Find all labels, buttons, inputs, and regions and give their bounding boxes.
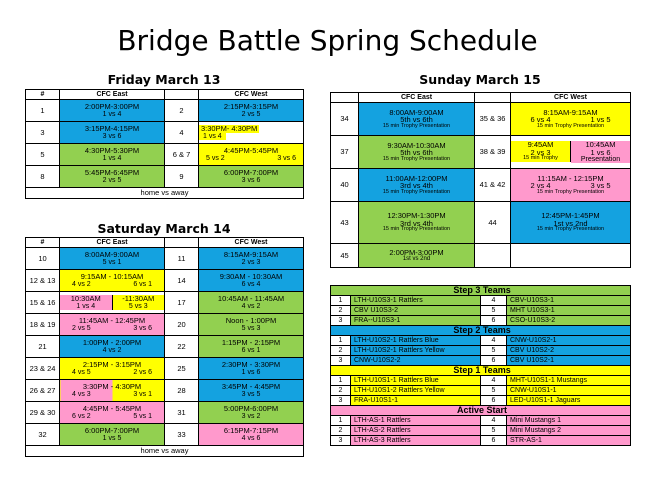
game-number: 28: [165, 380, 199, 402]
game-matchup: 4 vs 6: [241, 434, 261, 442]
game-time: 12:45PM-1:45PM: [541, 211, 600, 221]
game-time: 11:15AM - 12:15PM: [537, 173, 604, 183]
game-number: 33: [165, 424, 199, 446]
team-number: 6: [481, 396, 507, 406]
game-time: 9:30AM - 10:30AM: [219, 272, 283, 282]
game-number: 43: [331, 202, 359, 244]
trophy-presentation: Presentation: [580, 156, 621, 163]
team-name: LTH-U10S3-1 Rattlers: [351, 296, 481, 306]
game-matchup: 1 vs 5: [590, 115, 611, 125]
game-number: 41 & 42: [475, 169, 511, 202]
game-matchup: 3rd vs 4th: [400, 181, 433, 191]
team-name: MHT U10S3-1: [507, 306, 631, 316]
game-time: 2:15PM-3:15PM: [223, 102, 279, 112]
team-row: [331, 416, 631, 426]
team-name: Mini Mustangs 2: [507, 426, 631, 436]
game-number: 18 & 19: [26, 314, 60, 336]
team-row: [331, 426, 631, 436]
game-matchup: 2 vs 5: [102, 176, 122, 184]
game-time: Noon - 1:00PM: [225, 316, 277, 326]
game-matchup: 1 vs 6: [590, 147, 611, 157]
team-number: 5: [481, 346, 507, 356]
game-matchup: 6 vs 2: [72, 412, 91, 420]
game-number: 44: [475, 202, 511, 244]
team-name: CBV U10S3-2: [351, 306, 481, 316]
game-number: 4: [165, 122, 199, 144]
team-name: CSO-U10S3-2: [507, 316, 631, 326]
home-away-note: home vs away: [26, 446, 304, 457]
game-matchup: 3rd vs 4th: [400, 218, 433, 228]
teams-table: [330, 285, 631, 446]
game-time: 6:00PM-7:00PM: [84, 426, 140, 436]
team-row: [331, 396, 631, 406]
game-number: 20: [165, 314, 199, 336]
game-matchup: 4 vs 5: [72, 368, 91, 376]
game-time: 8:15AM-9:15AM: [543, 107, 598, 117]
game-number: 29 & 30: [26, 402, 60, 424]
game-matchup: 1 vs 4: [102, 154, 122, 162]
team-section-title: Active Start: [331, 406, 631, 416]
game-time: 9:45AM: [527, 140, 554, 149]
game-matchup: 1 vs 4: [102, 110, 122, 118]
col-west: CFC West: [199, 238, 304, 248]
team-row: [331, 356, 631, 366]
game-matchup: 2 vs 4: [530, 181, 551, 191]
game-time: 4:45PM-5:45PM: [223, 146, 279, 156]
team-name: STR-AS-1: [507, 436, 631, 446]
team-row: [331, 336, 631, 346]
game-matchup: 5 vs 1: [133, 412, 152, 420]
team-name: CNW-U10S2-1: [507, 336, 631, 346]
team-number: 6: [481, 316, 507, 326]
team-number: 2: [331, 306, 351, 316]
trophy-presentation: 15 min Trophy Presentation: [382, 188, 451, 195]
team-number: 6: [481, 436, 507, 446]
game-matchup: 1 vs 6: [241, 368, 261, 376]
game-time: 4:30PM-5:30PM: [84, 146, 140, 156]
team-name: LTH-U10S1-2 Rattlers Yellow: [351, 386, 481, 396]
game-matchup: 5 vs 3: [241, 324, 261, 332]
game-time: 4:45PM - 5:45PM: [82, 404, 142, 414]
col-west: CFC West: [199, 90, 304, 100]
col-east: CFC East: [60, 90, 165, 100]
game-number: 15 & 16: [26, 292, 60, 314]
game-number: 5: [26, 144, 60, 166]
game-number: 17: [165, 292, 199, 314]
team-name: CBV U10S2-1: [507, 356, 631, 366]
team-row: [331, 376, 631, 386]
team-number: 4: [481, 296, 507, 306]
team-name: Mini Mustangs 1: [507, 416, 631, 426]
game-matchup: 2 vs 5: [241, 110, 261, 118]
game-matchup: 3 vs 2: [241, 412, 261, 420]
col-west: CFC West: [511, 93, 631, 103]
game-matchup: 4 vs 2: [72, 280, 91, 288]
team-number: 2: [331, 346, 351, 356]
team-number: 1: [331, 336, 351, 346]
game-matchup: 6 vs 4: [241, 280, 261, 288]
game-matchup: 3 vs 6: [102, 132, 122, 140]
team-row: [331, 306, 631, 316]
team-number: 4: [481, 416, 507, 426]
team-number: 5: [481, 386, 507, 396]
game-number: 3: [26, 122, 60, 144]
game-number: 14: [165, 270, 199, 292]
game-time: 9:30AM-10:30AM: [387, 140, 446, 150]
game-time: 10:45AM - 11:45AM: [217, 294, 285, 304]
trophy-presentation: 15 min Trophy: [523, 155, 558, 161]
team-row: [331, 346, 631, 356]
game-time: 11:45AM - 12:45PM: [78, 316, 146, 326]
team-name: LTH-U10S1-1 Rattlers Blue: [351, 376, 481, 386]
team-number: 3: [331, 436, 351, 446]
game-number: 35 & 36: [475, 103, 511, 136]
game-number: 10: [26, 248, 60, 270]
home-away-note: home vs away: [26, 188, 304, 199]
game-matchup: 5th vs 6th: [400, 115, 433, 125]
team-number: 6: [481, 356, 507, 366]
team-number: 2: [331, 426, 351, 436]
team-number: 1: [331, 376, 351, 386]
game-number: 8: [26, 166, 60, 188]
col-east: CFC East: [60, 238, 165, 248]
team-number: 1: [331, 296, 351, 306]
game-time: 2:30PM - 3:30PM: [221, 360, 281, 370]
team-number: 2: [331, 386, 351, 396]
game-number: 6 & 7: [165, 144, 199, 166]
trophy-presentation: 15 min Trophy Presentation: [382, 122, 451, 129]
game-time: 9:15AM - 10:15AM: [80, 272, 144, 282]
col-hash: #: [26, 90, 60, 100]
game-time: 8:15AM-9:15AM: [223, 250, 279, 260]
trophy-presentation: 15 min Trophy Presentation: [536, 122, 605, 129]
game-time: 3:15PM-4:15PM: [84, 124, 140, 134]
team-number: 4: [481, 336, 507, 346]
team-row: [331, 436, 631, 446]
game-time: 1:15PM - 2:15PM: [221, 338, 281, 348]
game-time: 6:00PM-7:00PM: [223, 168, 279, 178]
game-time: -11:30AM: [122, 294, 155, 304]
team-number: 3: [331, 396, 351, 406]
trophy-presentation: 15 min Trophy Presentation: [536, 226, 605, 233]
game-time: 2:00PM-3:00PM: [84, 102, 140, 112]
game-number: 2: [165, 100, 199, 122]
trophy-presentation: 15 min Trophy Presentation: [382, 155, 451, 162]
team-name: LTH-AS-1 Rattlers: [351, 416, 481, 426]
trophy-presentation: 15 min Trophy Presentation: [382, 226, 451, 233]
game-number: 22: [165, 336, 199, 358]
team-number: 5: [481, 426, 507, 436]
game-number: 11: [165, 248, 199, 270]
game-matchup: 3 vs 6: [241, 176, 261, 184]
game-matchup: 2 vs 6: [133, 368, 152, 376]
game-matchup: 2 vs 3: [530, 147, 551, 157]
team-name: LTH-U10S2-1 Rattlers Yellow: [351, 346, 481, 356]
page-title: Bridge Battle Spring Schedule: [117, 24, 538, 57]
team-name: CBV-U10S3-1: [507, 296, 631, 306]
game-time: 6:15PM-7:15PM: [223, 426, 279, 436]
game-matchup: 4 vs 2: [102, 346, 122, 354]
game-time: 3:45PM - 4:45PM: [221, 382, 281, 392]
team-name: LED-U10S1-1 Jaguars: [507, 396, 631, 406]
game-matchup: 1 vs 5: [102, 434, 122, 442]
team-number: 3: [331, 356, 351, 366]
game-time: 10:30AM: [70, 294, 101, 304]
game-time: 3:30PM- 4:30PM: [201, 124, 258, 134]
game-matchup: 3 vs 5: [241, 390, 261, 398]
team-section-title: Step 2 Teams: [331, 326, 631, 336]
game-number: 25: [165, 358, 199, 380]
team-name: LTH-AS-3 Rattlers: [351, 436, 481, 446]
team-name: LTH-AS-2 Rattlers: [351, 426, 481, 436]
game-number: 9: [165, 166, 199, 188]
team-row: [331, 386, 631, 396]
friday-table: [25, 89, 304, 199]
team-row: [331, 316, 631, 326]
game-number: 23 & 24: [26, 358, 60, 380]
game-number: 26 & 27: [26, 380, 60, 402]
game-number: 45: [331, 244, 359, 268]
game-matchup: 5 vs 3: [128, 302, 148, 310]
team-name: FRA--U10S3-1: [351, 316, 481, 326]
team-name: FRA-U10S1-1: [351, 396, 481, 406]
team-name: CNW-U10S2-2: [351, 356, 481, 366]
col-hash: #: [26, 238, 60, 248]
game-matchup: 1st vs 2nd: [553, 218, 588, 228]
team-number: 5: [481, 306, 507, 316]
friday-title: Friday March 13: [107, 72, 221, 87]
game-number: 34: [331, 103, 359, 136]
game-matchup: 3 vs 6: [133, 324, 152, 332]
game-matchup: 5th vs 6th: [400, 148, 433, 158]
game-time: 2:15PM - 3:15PM: [82, 360, 142, 370]
game-time: 8:00AM-9:00AM: [389, 107, 444, 117]
game-time: 5:00PM-6:00PM: [223, 404, 279, 414]
game-number: 32: [26, 424, 60, 446]
trophy-presentation: 15 min Trophy Presentation: [536, 188, 605, 195]
game-time: 1:00PM - 2:00PM: [82, 338, 142, 348]
sunday-table: [330, 92, 631, 268]
game-time: 12:30PM-1:30PM: [387, 211, 446, 221]
game-time: 11:00AM-12:00PM: [385, 173, 448, 183]
game-matchup: 1st vs 2nd: [402, 256, 431, 263]
game-number: 37: [331, 136, 359, 169]
game-time: 5:45PM-6:45PM: [84, 168, 140, 178]
sunday-title: Sunday March 15: [419, 72, 541, 87]
game-matchup: 6 vs 4: [530, 115, 551, 125]
team-name: LTH-U10S2-1 Rattlers Blue: [351, 336, 481, 346]
game-matchup: 5 vs 2: [206, 154, 225, 162]
game-matchup: 4 vs 3: [72, 390, 91, 398]
game-matchup: 2 vs 3: [241, 258, 261, 266]
team-number: 3: [331, 316, 351, 326]
game-number: 21: [26, 336, 60, 358]
game-time: 10:45AM: [585, 140, 616, 149]
game-matchup: 5 vs 1: [102, 258, 122, 266]
game-matchup: 6 vs 1: [133, 280, 152, 288]
game-matchup: 4 vs 2: [241, 302, 261, 310]
team-name: CBV U10S2-2: [507, 346, 631, 356]
game-matchup: 6 vs 1: [241, 346, 261, 354]
game-matchup: 3 vs 1: [133, 390, 152, 398]
team-name: CNW-U10S1-1: [507, 386, 631, 396]
game-time: 2:00PM-3:00PM: [389, 247, 444, 257]
col-east: CFC East: [359, 93, 475, 103]
team-number: 4: [481, 376, 507, 386]
game-matchup: 2 vs 5: [72, 324, 91, 332]
game-number: 31: [165, 402, 199, 424]
team-section-title: Step 1 Teams: [331, 366, 631, 376]
game-matchup: 3 vs 6: [277, 154, 296, 162]
saturday-table: [25, 237, 304, 457]
game-number: 1: [26, 100, 60, 122]
game-number: 12 & 13: [26, 270, 60, 292]
team-number: 1: [331, 416, 351, 426]
game-number: 38 & 39: [475, 136, 511, 169]
game-matchup: 3 vs 5: [590, 181, 611, 191]
team-row: [331, 296, 631, 306]
team-section-title: Step 3 Teams: [331, 286, 631, 296]
game-matchup: 1 vs 4: [76, 302, 96, 310]
game-matchup: 1 vs 4: [199, 133, 226, 140]
game-number: 40: [331, 169, 359, 202]
game-time: 8:00AM-9:00AM: [84, 250, 140, 260]
saturday-title: Saturday March 14: [97, 221, 231, 236]
team-name: MHT-U10S1-1 Mustangs: [507, 376, 631, 386]
game-time: 3:30PM - 4:30PM: [82, 382, 142, 392]
